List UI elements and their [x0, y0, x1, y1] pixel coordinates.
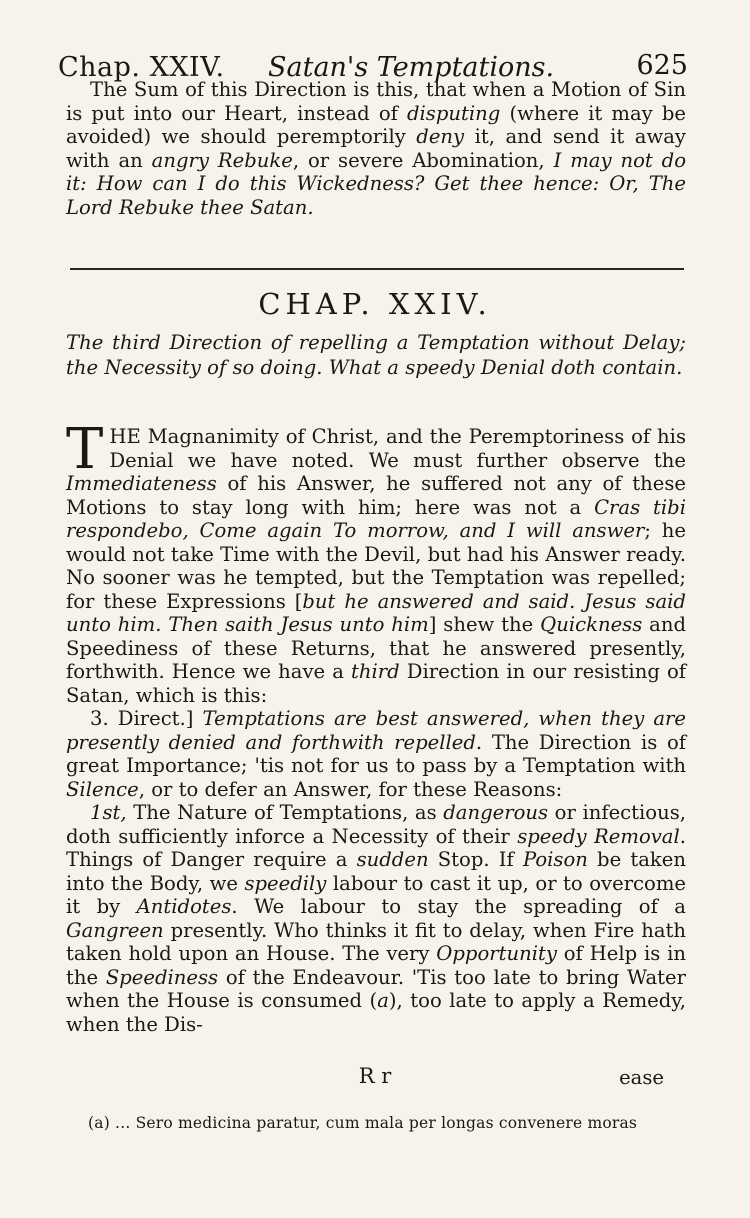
- italic-run: Speediness: [105, 965, 219, 989]
- running-head-title: Satan's Temptations.: [268, 52, 555, 83]
- text-run: or infectious, doth sufficiently inforce a Necessity of their: [66, 801, 686, 848]
- drop-cap: T: [66, 417, 104, 482]
- italic-run: I may not do it: How can I do this Wickedness? Get thee hence: Or, The Lord Rebuke thee Satan.: [66, 148, 686, 219]
- italic-run: angry Rebuke: [151, 148, 293, 172]
- italic-run: Temptations are best answered, when they are presently denied and forthwith repelled.: [66, 707, 686, 754]
- text-run: of Help is in the: [66, 942, 686, 989]
- text-run: of the Endeavour. 'Tis too late to bring Water when the House is consumed (: [66, 965, 686, 1012]
- continued-paragraph: [66, 78, 686, 219]
- footnote: (a) ... Sero medicina paratur, cum mala per longas convenere moras: [88, 1114, 638, 1132]
- italic-run: Immediateness: [66, 472, 217, 495]
- running-head-chapter: Chap. XXIV.: [58, 52, 225, 83]
- text-run: The Nature of Temptations, as: [126, 801, 444, 824]
- italic-run: Cras tibi respondebo, Come again To morrow, and I will answer: [66, 495, 686, 542]
- text-run: . Things of Danger require a: [66, 824, 686, 871]
- italic-run: speedy Removal: [517, 824, 680, 848]
- text-run: labour to cast it up, or to overcome it by: [66, 871, 687, 918]
- direction-paragraph: [66, 707, 686, 801]
- italic-run: deny: [416, 125, 465, 148]
- text-run: and Speediness of these Returns, that he answered presently, forthwith. Hence we have a: [66, 613, 686, 683]
- italic-run: dangerous: [443, 801, 549, 824]
- text-run: The Sum of this Direction is this, that when a Motion of Sin is put into our Heart, instead of: [66, 78, 686, 125]
- chapter-heading: CHAP. XXIV.: [258, 287, 492, 321]
- italic-run: Gangreen: [66, 918, 164, 942]
- italic-run: a: [377, 989, 389, 1012]
- italic-run: disputing: [407, 101, 501, 125]
- italic-run: sudden: [356, 848, 429, 871]
- catchword: ease: [619, 1066, 664, 1089]
- italic-run: Silence: [66, 777, 139, 801]
- text-run: HE Magnanimity of Christ, and the Peremptoriness of his Denial we have noted. We must further observe the: [109, 425, 686, 472]
- chapter-summary: The third Direction of repelling a Temptation without Delay; the Necessity of so doing. What a speedy Denial doth contain.: [66, 331, 686, 379]
- opening-paragraph: [66, 417, 687, 707]
- text-run: ), too late to apply a Remedy, when the Dis-: [66, 989, 686, 1036]
- reason-paragraph: [66, 801, 686, 1036]
- text-run: of his Answer, he suffered not any of these Motions to stay long with him; here was not a: [66, 472, 686, 519]
- italic-run: speedily: [244, 871, 327, 895]
- italic-run: Quickness: [540, 613, 643, 636]
- page-number: 625: [636, 50, 688, 81]
- text-run: it, and send it away with an: [66, 125, 686, 172]
- italic-run: third: [351, 660, 400, 683]
- text-run: ] shew the: [428, 613, 541, 636]
- text-run: 3. Direct.]: [90, 707, 203, 730]
- text-run: be taken into the Body, we: [66, 848, 686, 895]
- italic-run: 1st,: [90, 801, 127, 824]
- italic-run: Opportunity: [436, 942, 557, 965]
- italic-run: but he answered and said. Jesus said unto him. Then saith Jesus unto him: [66, 589, 686, 636]
- signature-mark: R r: [358, 1064, 392, 1088]
- text-run: Direction in our resisting of Satan, which is this:: [66, 660, 686, 707]
- text-run: The Direction is of great Importance; 'tis not for us to pass by a Temptation with: [66, 730, 686, 777]
- text-run: , or severe Abomination,: [292, 148, 554, 172]
- italic-run: Poison: [522, 848, 588, 871]
- direction-summary-paragraph: [66, 78, 686, 219]
- italic-run: Antidotes: [136, 895, 232, 918]
- text-run: ; he would not take Time with the Devil, but had his Answer ready. No sooner was he tempted, but the Temptation was repelled; for these Expressions [: [66, 519, 687, 613]
- text-run: Stop. If: [428, 848, 523, 871]
- text-run: . We labour to stay the spreading of a: [231, 895, 686, 918]
- text-run: , or to defer an Answer, for these Reasons:: [138, 777, 563, 801]
- text-run: (where it may be avoided) we should peremptorily: [66, 101, 686, 148]
- main-text: [66, 417, 687, 1036]
- section-rule: [70, 268, 684, 270]
- text-run: presently. Who thinks it fit to delay, when Fire hath taken hold upon an House. The very: [66, 918, 686, 965]
